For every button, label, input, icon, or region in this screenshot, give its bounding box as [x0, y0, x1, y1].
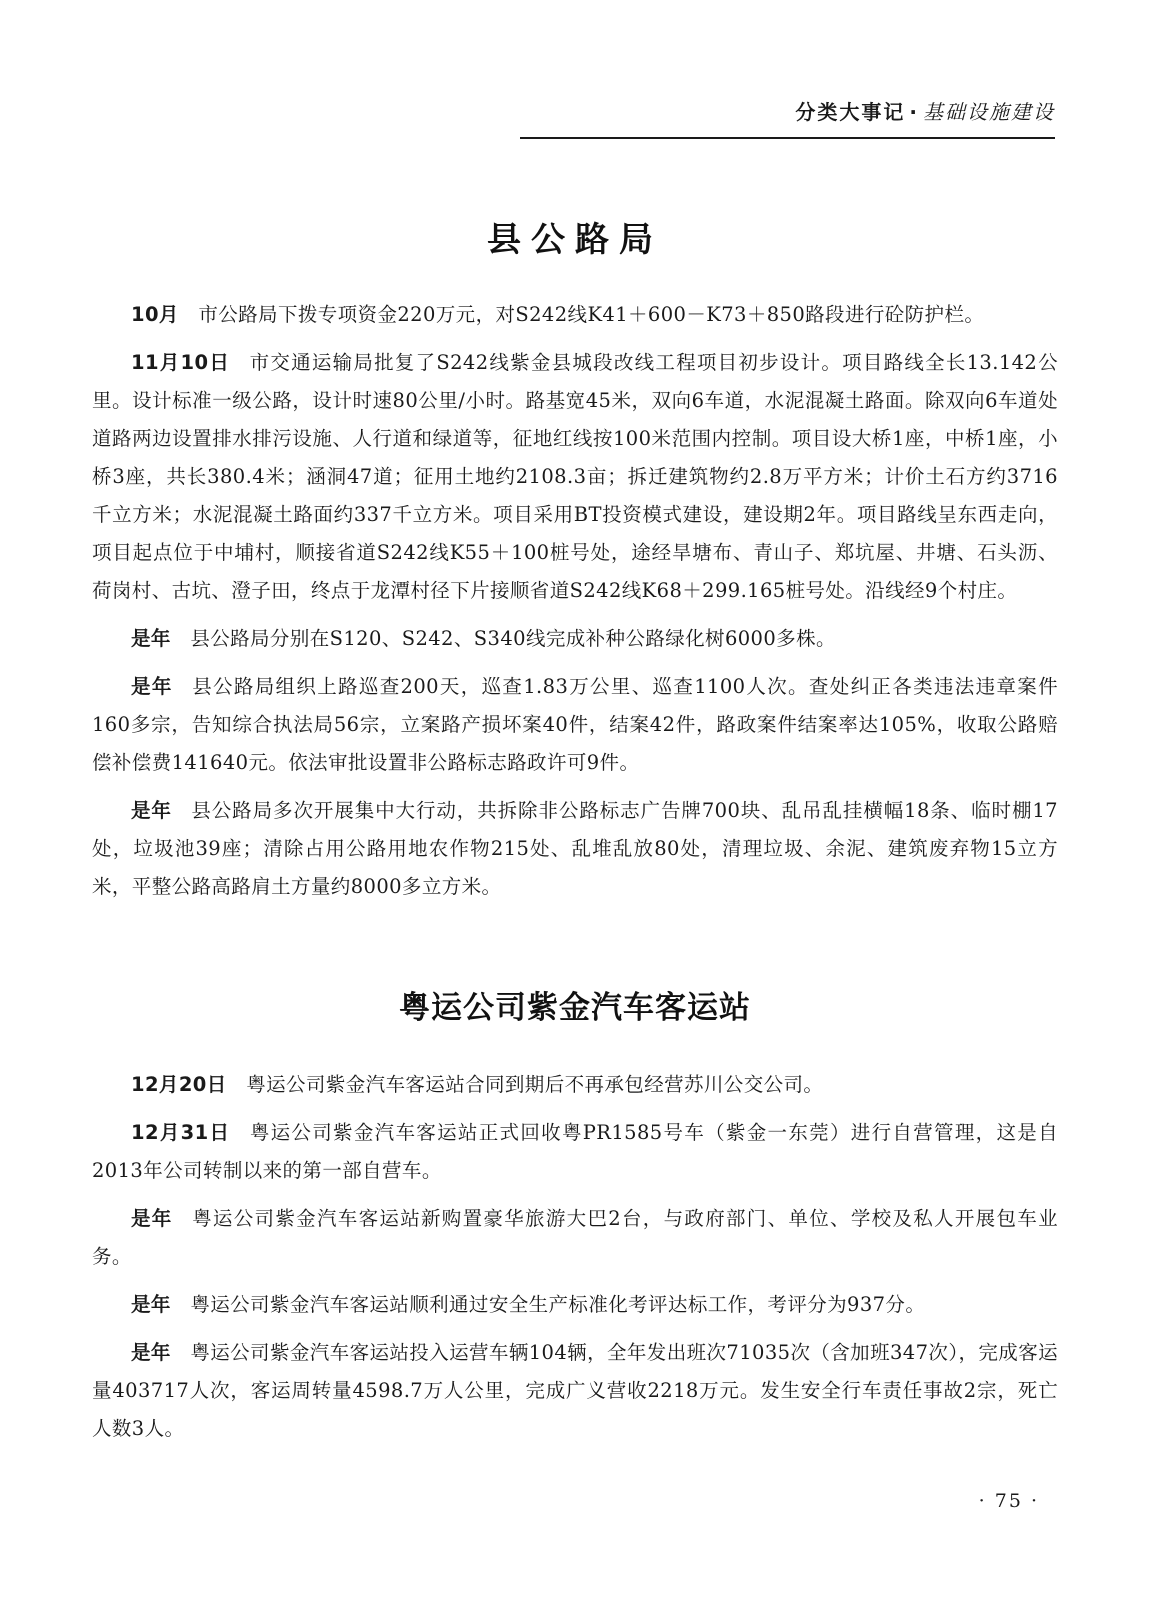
- section-body-county-highway-bureau: [92, 296, 1058, 916]
- event-date: 11月10日: [131, 351, 231, 374]
- event-entry: [92, 1114, 1058, 1190]
- page-number: · 75 ·: [978, 1490, 1039, 1512]
- event-entry: [92, 792, 1058, 906]
- event-entry: [92, 668, 1058, 782]
- event-date: 是年: [131, 627, 171, 650]
- section-body-bus-station: [92, 1066, 1058, 1458]
- event-text: 县公路局多次开展集中大行动，共拆除非公路标志广告牌700块、乱吊乱挂横幅18条、临时棚17处，垃圾池39座；清除占用公路用地农作物215处、乱堆乱放80处，清理垃圾、余泥、建筑废弃物15立方米，平整公路高路肩土方量约8000多立方米。: [92, 799, 1058, 898]
- event-date: 是年: [131, 1207, 173, 1230]
- event-text: 县公路局组织上路巡查200天，巡查1.83万公里、巡查1100人次。查处纠正各类违法违章案件160多宗，告知综合执法局56宗，立案路产损坏案40件，结案42件，路政案件结案率达105%，收取公路赔偿补偿费141640元。依法审批设置非公路标志路政许可9件。: [92, 675, 1058, 774]
- event-text: 粤运公司紫金汽车客运站正式回收粤PR1585号车（紫金一东莞）进行自营管理，这是自2013年公司转制以来的第一部自营车。: [92, 1121, 1058, 1182]
- event-entry: [92, 620, 1058, 658]
- running-header: [520, 96, 1055, 139]
- event-date: 12月31日: [131, 1121, 231, 1144]
- event-text: 粤运公司紫金汽车客运站合同到期后不再承包经营苏川公交公司。: [246, 1073, 824, 1096]
- event-date: 是年: [131, 675, 173, 698]
- section-title-county-highway-bureau: 县公路局: [487, 220, 663, 260]
- event-text: 市交通运输局批复了S242线紫金县城段改线工程项目初步设计。项目路线全长13.142公里。设计标准一级公路，设计时速80公里/小时。路基宽45米，双向6车道，水泥混凝土路面。除双向6车道处道路两边设置排水排污设施、人行道和绿道等，征地红线按100米范围内控制。项目设大桥1座，中桥1座，小桥3座，共长380.4米；涵洞47道；征用土地约2108.3亩；拆迁建筑物约2.8万平方米；计价土石方约3716千立方米；水泥混凝土路面约337千立方米。项目采用BT投资模式建设，建设期2年。项目路线呈东西走向，项目起点位于中埔村，顺接省道S242线K55＋100桩号处，途经旱塘布、青山子、郑坑屋、井塘、石头沥、荷岗村、古坑、澄子田，终点于龙潭村径下片接顺省道S242线K68＋299.165桩号处。沿线经9个村庄。: [92, 351, 1058, 602]
- event-entry: [92, 1200, 1058, 1276]
- event-text: 粤运公司紫金汽车客运站新购置豪华旅游大巴2台，与政府部门、单位、学校及私人开展包车业务。: [92, 1207, 1058, 1268]
- header-category: 分类大事记: [795, 100, 906, 124]
- section-title-bus-station: 粤运公司紫金汽车客运站: [399, 990, 751, 1026]
- event-text: 粤运公司紫金汽车客运站投入运营车辆104辆，全年发出班次71035次（含加班347次），完成客运量403717人次，客运周转量4598.7万人公里，完成广义营收2218万元。发生安全行车责任事故2宗，死亡人数3人。: [92, 1341, 1059, 1440]
- event-text: 县公路局分别在S120、S242、S340线完成补种公路绿化树6000多株。: [190, 627, 836, 650]
- event-entry: [92, 296, 1058, 334]
- event-entry: [92, 1066, 1058, 1104]
- event-date: 是年: [131, 799, 172, 822]
- header-separator: ·: [909, 100, 919, 124]
- event-date: 是年: [131, 1341, 171, 1364]
- event-text: 粤运公司紫金汽车客运站顺利通过安全生产标准化考评达标工作，考评分为937分。: [190, 1293, 926, 1316]
- event-date: 10月: [131, 303, 179, 326]
- header-subcategory: 基础设施建设: [923, 100, 1055, 124]
- event-text: 市公路局下拨专项资金220万元，对S242线K41＋600－K73＋850路段进行砼防护栏。: [198, 303, 985, 326]
- event-entry: [92, 1334, 1058, 1448]
- event-date: 12月20日: [131, 1073, 227, 1096]
- event-entry: [92, 344, 1058, 610]
- event-entry: [92, 1286, 1058, 1324]
- event-date: 是年: [131, 1293, 171, 1316]
